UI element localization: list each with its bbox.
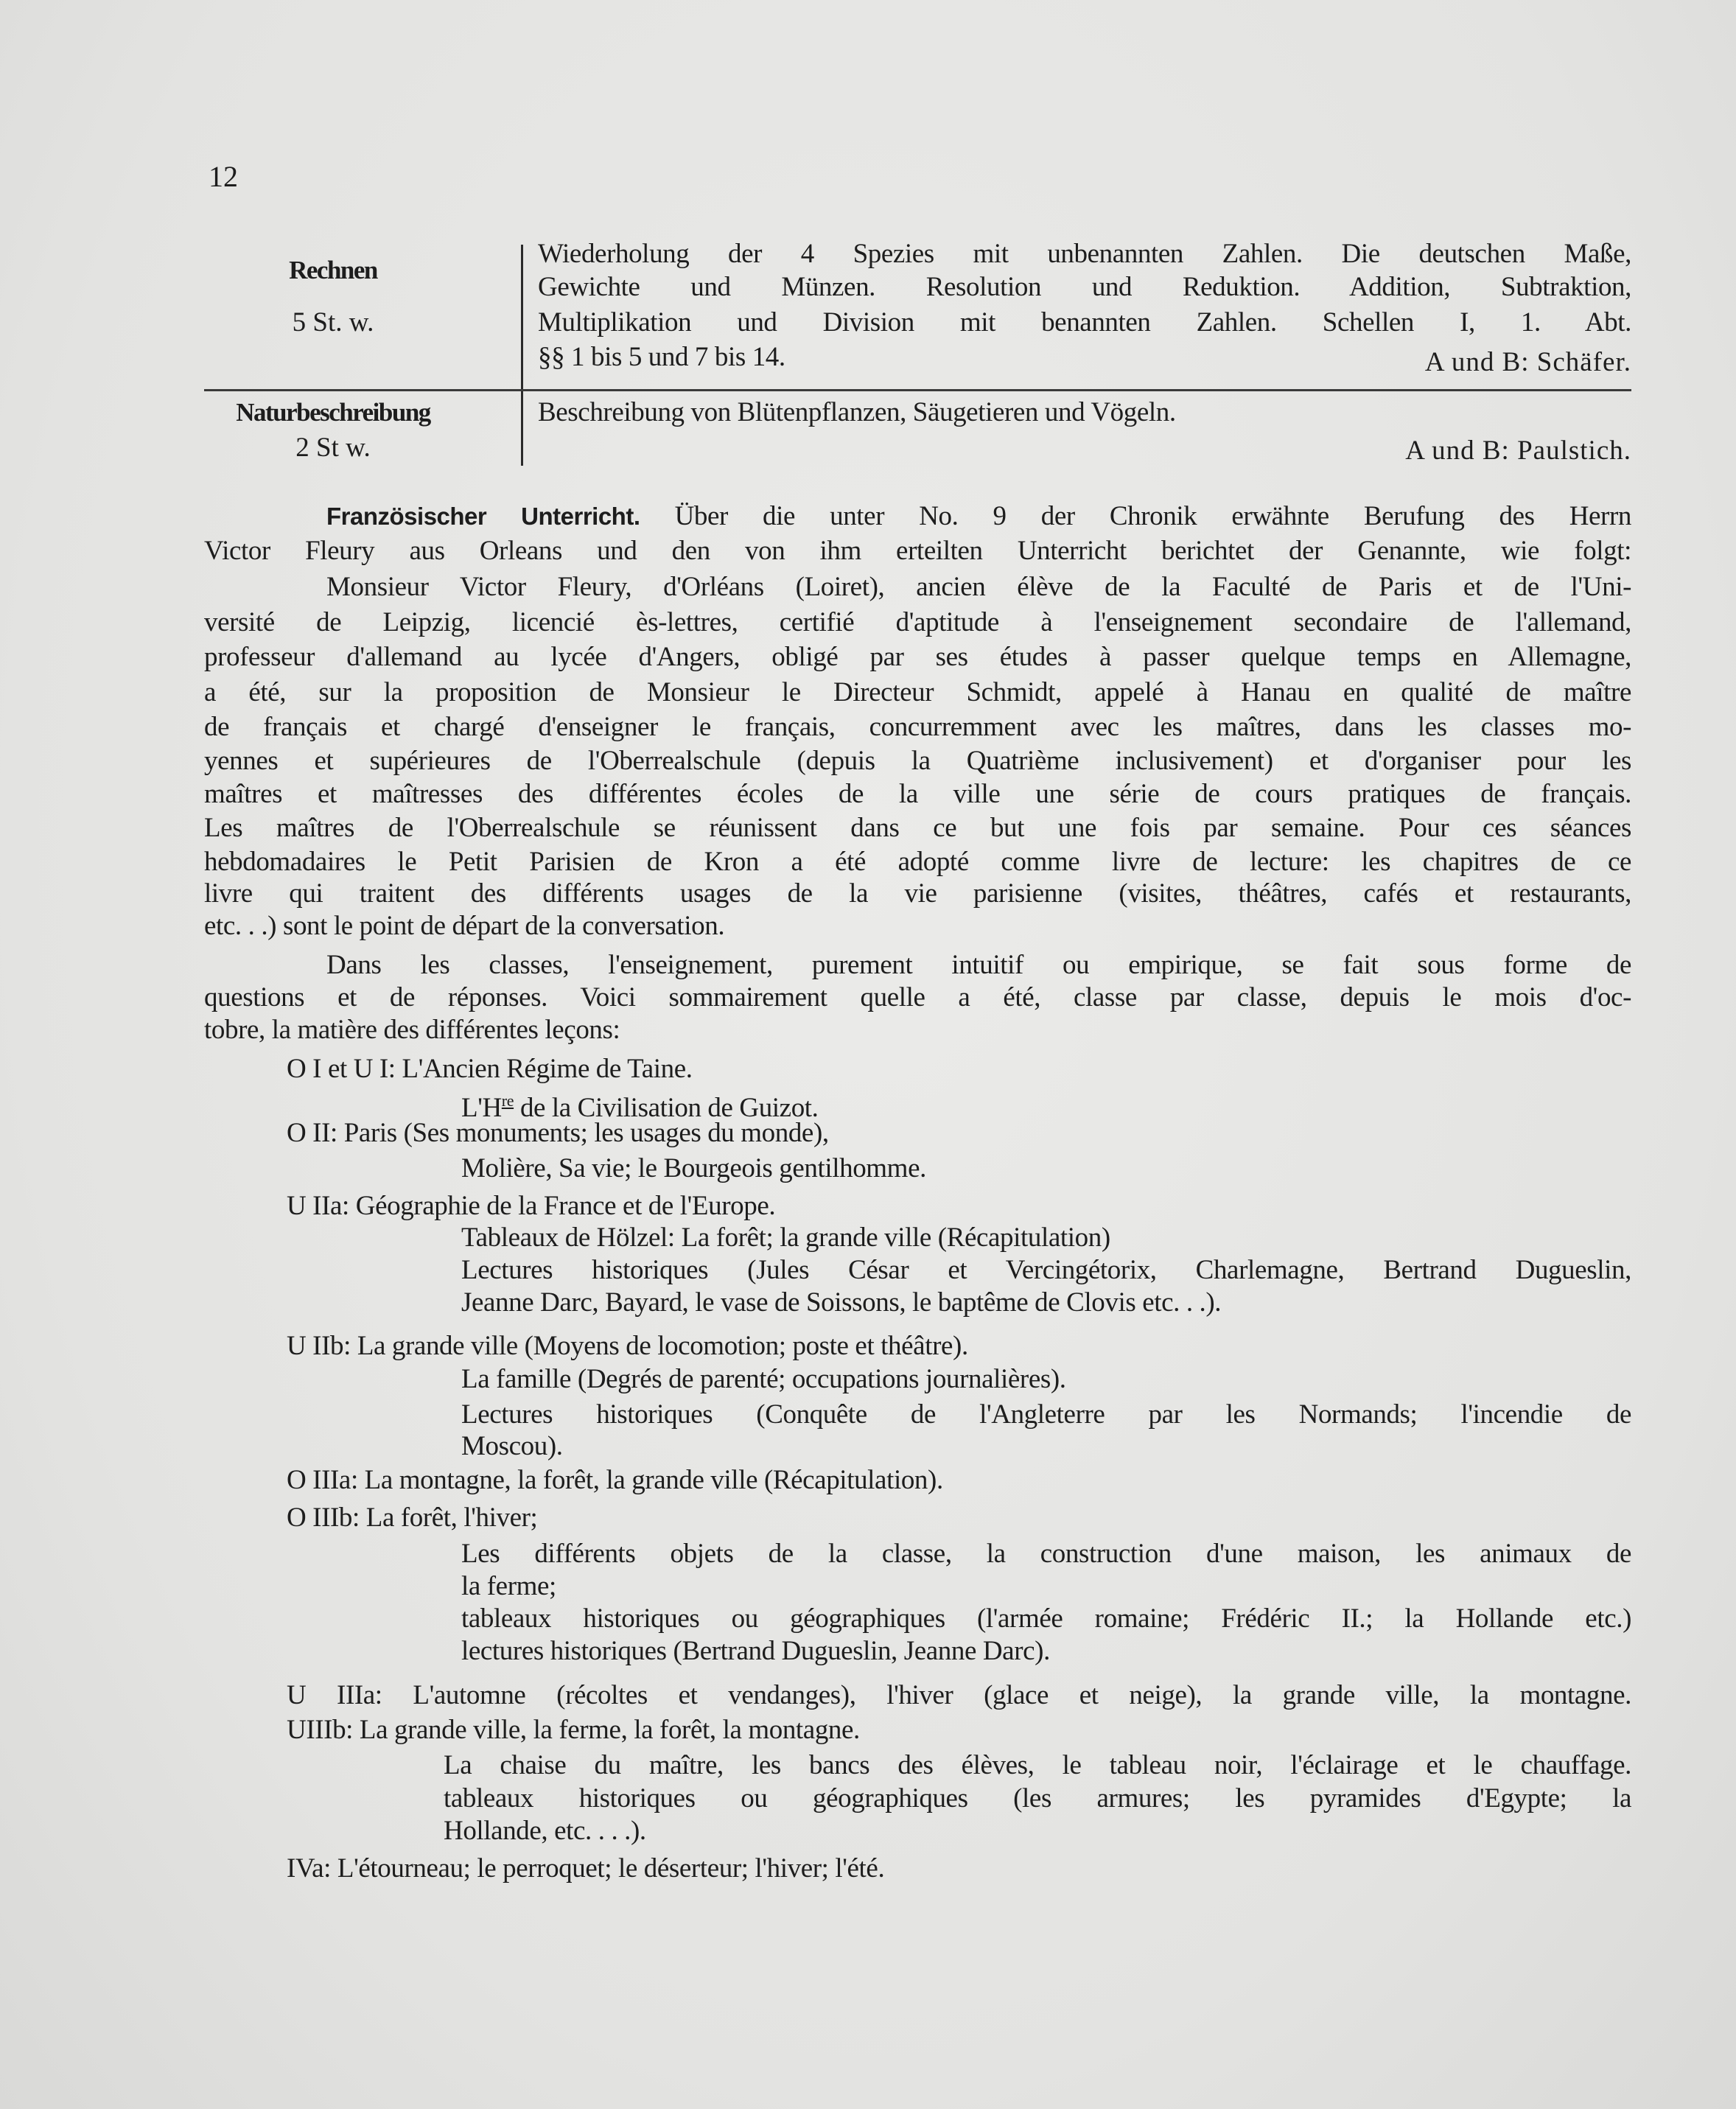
paragraph-line <box>326 500 1631 533</box>
paragraph-line: yennes et supérieures de l'Oberrealschule (depuis la Quatrième inclusivement) et d'organiser pour les <box>204 746 1631 776</box>
subject-name: Naturbeschreibung <box>236 398 430 427</box>
paragraph-line: etc. . .) sont le point de départ de la conversation. <box>204 911 725 941</box>
class-entry-line: la ferme; <box>461 1571 556 1601</box>
class-entry-line: Moscou). <box>461 1431 563 1461</box>
paragraph-line: de français et chargé d'enseigner le français, concurremment avec les maîtres, dans les classes mo- <box>204 712 1631 742</box>
paragraph-line: Les maîtres de l'Oberrealschule se réunissent dans ce but une fois par semaine. Pour ces séances <box>204 813 1631 843</box>
table-text-line: Wiederholung der 4 Spezies mit unbenannten Zahlen. Die deutschen Maße, <box>538 239 1631 269</box>
class-entry: UIIIb: La grande ville, la ferme, la forêt, la montagne. <box>287 1715 860 1745</box>
class-entry-line: tableaux historiques ou géographiques (l'armée romaine; Frédéric II.; la Hollande etc.) <box>461 1603 1631 1634</box>
class-entry-line <box>461 1085 819 1123</box>
table-text-line: Multiplikation und Division mit benannten Zahlen. Schellen I, 1. Abt. <box>538 307 1631 337</box>
subject-name: Rechnen <box>289 256 377 284</box>
paragraph-line: questions et de réponses. Voici sommairement quelle a été, classe par classe, depuis le mois d'oc- <box>204 982 1631 1012</box>
subject-hours: 5 St. w. <box>292 307 374 337</box>
class-entry: O II: Paris (Ses monuments; les usages du monde), <box>287 1118 829 1148</box>
paragraph-line: hebdomadaires le Petit Parisien de Kron a été adopté comme livre de lecture: les chapitres de ce <box>204 847 1631 877</box>
text-span: Über die unter No. 9 der Chronik erwähnte Berufung des Herrn <box>674 501 1631 531</box>
table-text-line: Beschreibung von Blütenpflanzen, Säugetieren und Vögeln. <box>538 397 1176 427</box>
class-entry-line: La chaise du maître, les bancs des élèves, le tableau noir, l'éclairage et le chauffage. <box>444 1750 1631 1780</box>
class-entry-line: Molière, Sa vie; le Bourgeois gentilhomme. <box>461 1153 926 1183</box>
paragraph-line: tobre, la matière des différentes leçons: <box>204 1015 620 1045</box>
class-entry-line: Tableaux de Hölzel: La forêt; la grande ville (Récapitulation) <box>461 1223 1110 1253</box>
class-entry: U IIb: La grande ville (Moyens de locomotion; poste et théâtre). <box>287 1331 968 1361</box>
class-entry: IVa: L'étourneau; le perroquet; le déserteur; l'hiver; l'été. <box>287 1853 885 1884</box>
paragraph-line: a été, sur la proposition de Monsieur le Directeur Schmidt, appelé à Hanau en qualité de maître <box>204 677 1631 707</box>
subject-hours: 2 St w. <box>295 433 371 463</box>
superscript: re <box>501 1091 514 1110</box>
paragraph-line: maîtres et maîtresses des différentes écoles de la ville une série de cours pratiques de français. <box>204 779 1631 809</box>
class-entry: O IIIa: La montagne, la forêt, la grande ville (Récapitulation). <box>287 1465 943 1495</box>
text-span: de la Civilisation de Guizot. <box>514 1093 819 1123</box>
paragraph-line: professeur d'allemand au lycée d'Angers, obligé par ses études à passer quelque temps en Allemagne, <box>204 642 1631 672</box>
table-text-line: Gewichte und Münzen. Resolution und Reduktion. Addition, Subtraktion, <box>538 272 1631 302</box>
table-row-divider <box>204 389 1631 391</box>
class-entry: O I et U I: L'Ancien Régime de Taine. <box>287 1054 693 1084</box>
table-text-line: §§ 1 bis 5 und 7 bis 14. <box>538 342 785 372</box>
paragraph-line: versité de Leipzig, licencié ès-lettres, certifié d'aptitude à l'enseignement secondaire de l'allemand, <box>204 607 1631 637</box>
class-entry: O IIIb: La forêt, l'hiver; <box>287 1503 538 1533</box>
paragraph-line: livre qui traitent des différents usages de la vie parisienne (visites, théâtres, cafés et restaurants, <box>204 878 1631 909</box>
class-entry-line: lectures historiques (Bertrand Dugueslin, Jeanne Darc). <box>461 1636 1050 1666</box>
class-entry-line: Hollande, etc. . . .). <box>444 1816 646 1846</box>
paragraph-line: Monsieur Victor Fleury, d'Orléans (Loiret), ancien élève de la Faculté de Paris et de l'Uni- <box>326 572 1631 602</box>
class-entry: U IIIa: L'automne (récoltes et vendanges), l'hiver (glace et neige), la grande ville, la montagne. <box>287 1680 1631 1710</box>
paragraph-line: Victor Fleury aus Orleans und den von ihm erteilten Unterricht berichtet der Genannte, wie folgt: <box>204 536 1631 566</box>
table-column-divider <box>521 245 523 466</box>
text-span: L'H <box>461 1093 502 1123</box>
section-heading: Französischer Unterricht. <box>326 503 640 530</box>
class-entry-line: tableaux historiques ou géographiques (les armures; les pyramides d'Egypte; la <box>444 1783 1631 1814</box>
class-entry-line: Les différents objets de la classe, la construction d'une maison, les animaux de <box>461 1539 1631 1569</box>
teacher-name: A und B: Paulstich. <box>1405 436 1631 466</box>
paragraph-line: Dans les classes, l'enseignement, purement intuitif ou empirique, se fait sous forme de <box>326 950 1631 980</box>
class-entry-line: Jeanne Darc, Bayard, le vase de Soissons, le baptême de Clovis etc. . .). <box>461 1287 1222 1318</box>
teacher-name: A und B: Schäfer. <box>1424 347 1631 377</box>
class-entry-line: La famille (Degrés de parenté; occupations journalières). <box>461 1364 1066 1394</box>
class-entry: U IIa: Géographie de la France et de l'Europe. <box>287 1191 776 1221</box>
class-entry-line: Lectures historiques (Jules César et Vercingétorix, Charlemagne, Bertrand Dugueslin, <box>461 1255 1631 1285</box>
page-number: 12 <box>209 160 238 193</box>
class-entry-line: Lectures historiques (Conquête de l'Angleterre par les Normands; l'incendie de <box>461 1399 1631 1430</box>
